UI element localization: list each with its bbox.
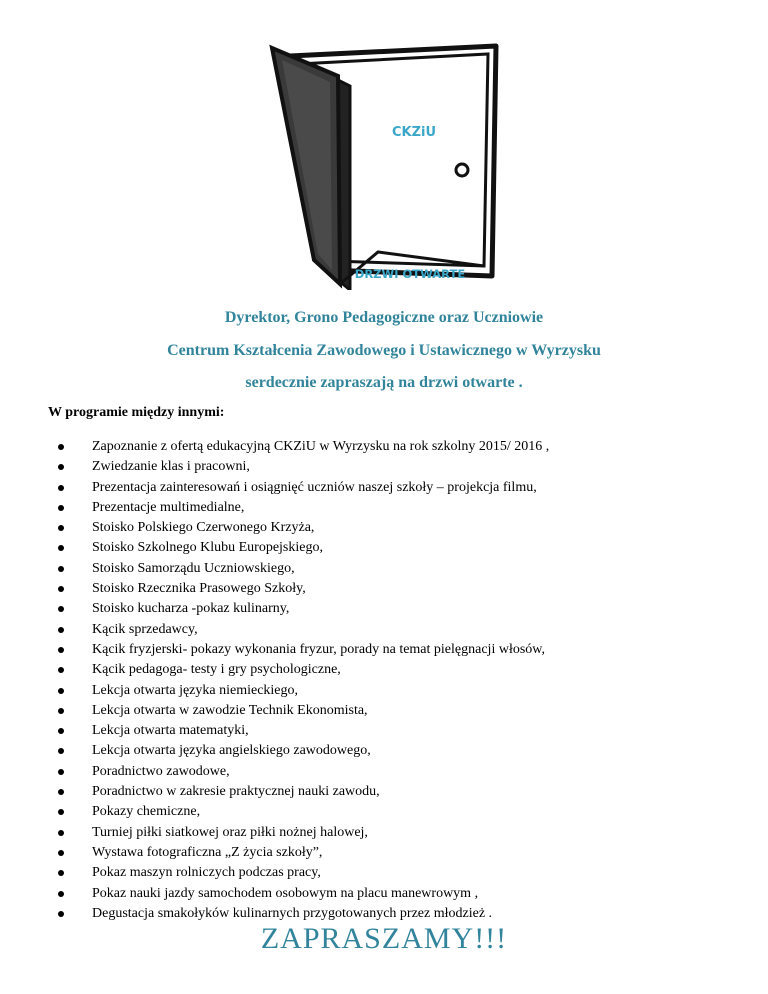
list-item-text: Stoisko Polskiego Czerwonego Krzyża, (92, 520, 315, 536)
list-item (48, 681, 748, 701)
list-item (48, 721, 748, 741)
list-item (48, 478, 748, 498)
list-item (48, 823, 748, 843)
list-item (48, 802, 748, 822)
list-item-text: Prezentacja zainteresowań i osiągnięć uczniów naszej szkoły – projekcja filmu, (92, 479, 537, 495)
list-item-text: Lekcja otwarta języka niemieckiego, (92, 682, 299, 698)
list-item-text: Poradnictwo zawodowe, (92, 763, 230, 779)
bullet-icon (58, 891, 64, 897)
bullet-icon (58, 647, 64, 653)
bullet-icon (58, 485, 64, 491)
bullet-icon (58, 667, 64, 673)
list-item-text: Degustacja smakołyków kulinarnych przygotowanych przez młodzież . (92, 905, 493, 921)
bullet-icon (58, 606, 64, 612)
list-item (48, 640, 748, 660)
bullet-icon (58, 870, 64, 876)
header-line-1: Dyrektor, Grono Pedagogiczne oraz Uczniowie (224, 309, 544, 326)
list-item (48, 660, 748, 680)
list-item-text: Stoisko Rzecznika Prasowego Szkoły, (92, 581, 306, 597)
bullet-icon (58, 809, 64, 815)
bullet-icon (58, 688, 64, 694)
list-item-text: Kącik pedagoga- testy i gry psychologiczne, (92, 662, 341, 678)
bullet-icon (58, 464, 64, 470)
bullet-icon (58, 505, 64, 511)
list-item (48, 599, 748, 619)
list-item (48, 741, 748, 761)
list-item-text: Prezentacje multimedialne, (92, 499, 245, 515)
list-item-text: Kącik fryzjerski- pokazy wykonania fryzur, porady na temat pielęgnacji włosów, (92, 641, 545, 657)
list-item (48, 559, 748, 579)
bullet-icon (58, 566, 64, 572)
list-item-text: Pokaz nauki jazdy samochodem osobowym na placu manewrowym , (92, 885, 479, 901)
bullet-icon (58, 708, 64, 714)
list-item (48, 457, 748, 477)
bullet-icon (58, 444, 64, 450)
list-item (48, 620, 748, 640)
list-item (48, 701, 748, 721)
list-item (48, 762, 748, 782)
logo-caption: DRZWI OTWARTE (354, 267, 466, 281)
list-item (48, 863, 748, 883)
bullet-icon (58, 586, 64, 592)
list-item (48, 518, 748, 538)
bullet-icon (58, 627, 64, 633)
list-item (48, 782, 748, 802)
list-item-text: Stoisko Samorządu Uczniowskiego, (92, 560, 295, 576)
list-item (48, 437, 748, 457)
header-line-3: serdecznie zapraszają na drzwi otwarte . (245, 374, 523, 391)
header-line-2: Centrum Kształcenia Zawodowego i Ustawicznego w Wyrzysku (167, 342, 601, 359)
list-item (48, 884, 748, 904)
bullet-icon (58, 525, 64, 531)
list-item-text: Lekcja otwarta w zawodzie Technik Ekonomista, (92, 702, 368, 718)
program-list (48, 437, 748, 924)
bullet-icon (58, 748, 64, 754)
list-item-text: Lekcja otwarta języka angielskiego zawodowego, (92, 743, 371, 759)
list-item-text: Kącik sprzedawcy, (92, 621, 198, 637)
bullet-icon (58, 911, 64, 917)
bullet-icon (58, 850, 64, 856)
list-item (48, 498, 748, 518)
list-item-text: Turniej piłki siatkowej oraz piłki nożnej halowej, (92, 824, 368, 840)
list-item-text: Stoisko Szkolnego Klubu Europejskiego, (92, 540, 323, 556)
list-item-text: Lekcja otwarta matematyki, (92, 723, 249, 739)
program-title: W programie między innymi: (48, 405, 225, 420)
bullet-icon (58, 728, 64, 734)
list-item-text: Poradnictwo w zakresie praktycznej nauki zawodu, (92, 784, 380, 800)
footer-invitation: ZAPRASZAMY!!! (260, 922, 508, 955)
bullet-icon (58, 830, 64, 836)
list-item-text: Wystawa fotograficzna „Z życia szkoły”, (92, 844, 323, 860)
open-door-logo (268, 38, 500, 290)
bullet-icon (58, 769, 64, 775)
list-item-text: Stoisko kucharza -pokaz kulinarny, (92, 601, 290, 617)
list-item-text: Zapoznanie z ofertą edukacyjną CKZiU w Wyrzysku na rok szkolny 2015/ 2016 , (92, 439, 550, 454)
list-item (48, 579, 748, 599)
list-item-text: Zwiedzanie klas i pracowni, (92, 459, 250, 475)
bullet-icon (58, 545, 64, 551)
open-door-icon (268, 38, 500, 290)
list-item-text: Pokazy chemiczne, (92, 804, 201, 820)
bullet-icon (58, 789, 64, 795)
list-item-text: Pokaz maszyn rolniczych podczas pracy, (92, 865, 321, 881)
logo-label: CKZiU (391, 125, 437, 140)
list-item (48, 843, 748, 863)
list-item (48, 538, 748, 558)
